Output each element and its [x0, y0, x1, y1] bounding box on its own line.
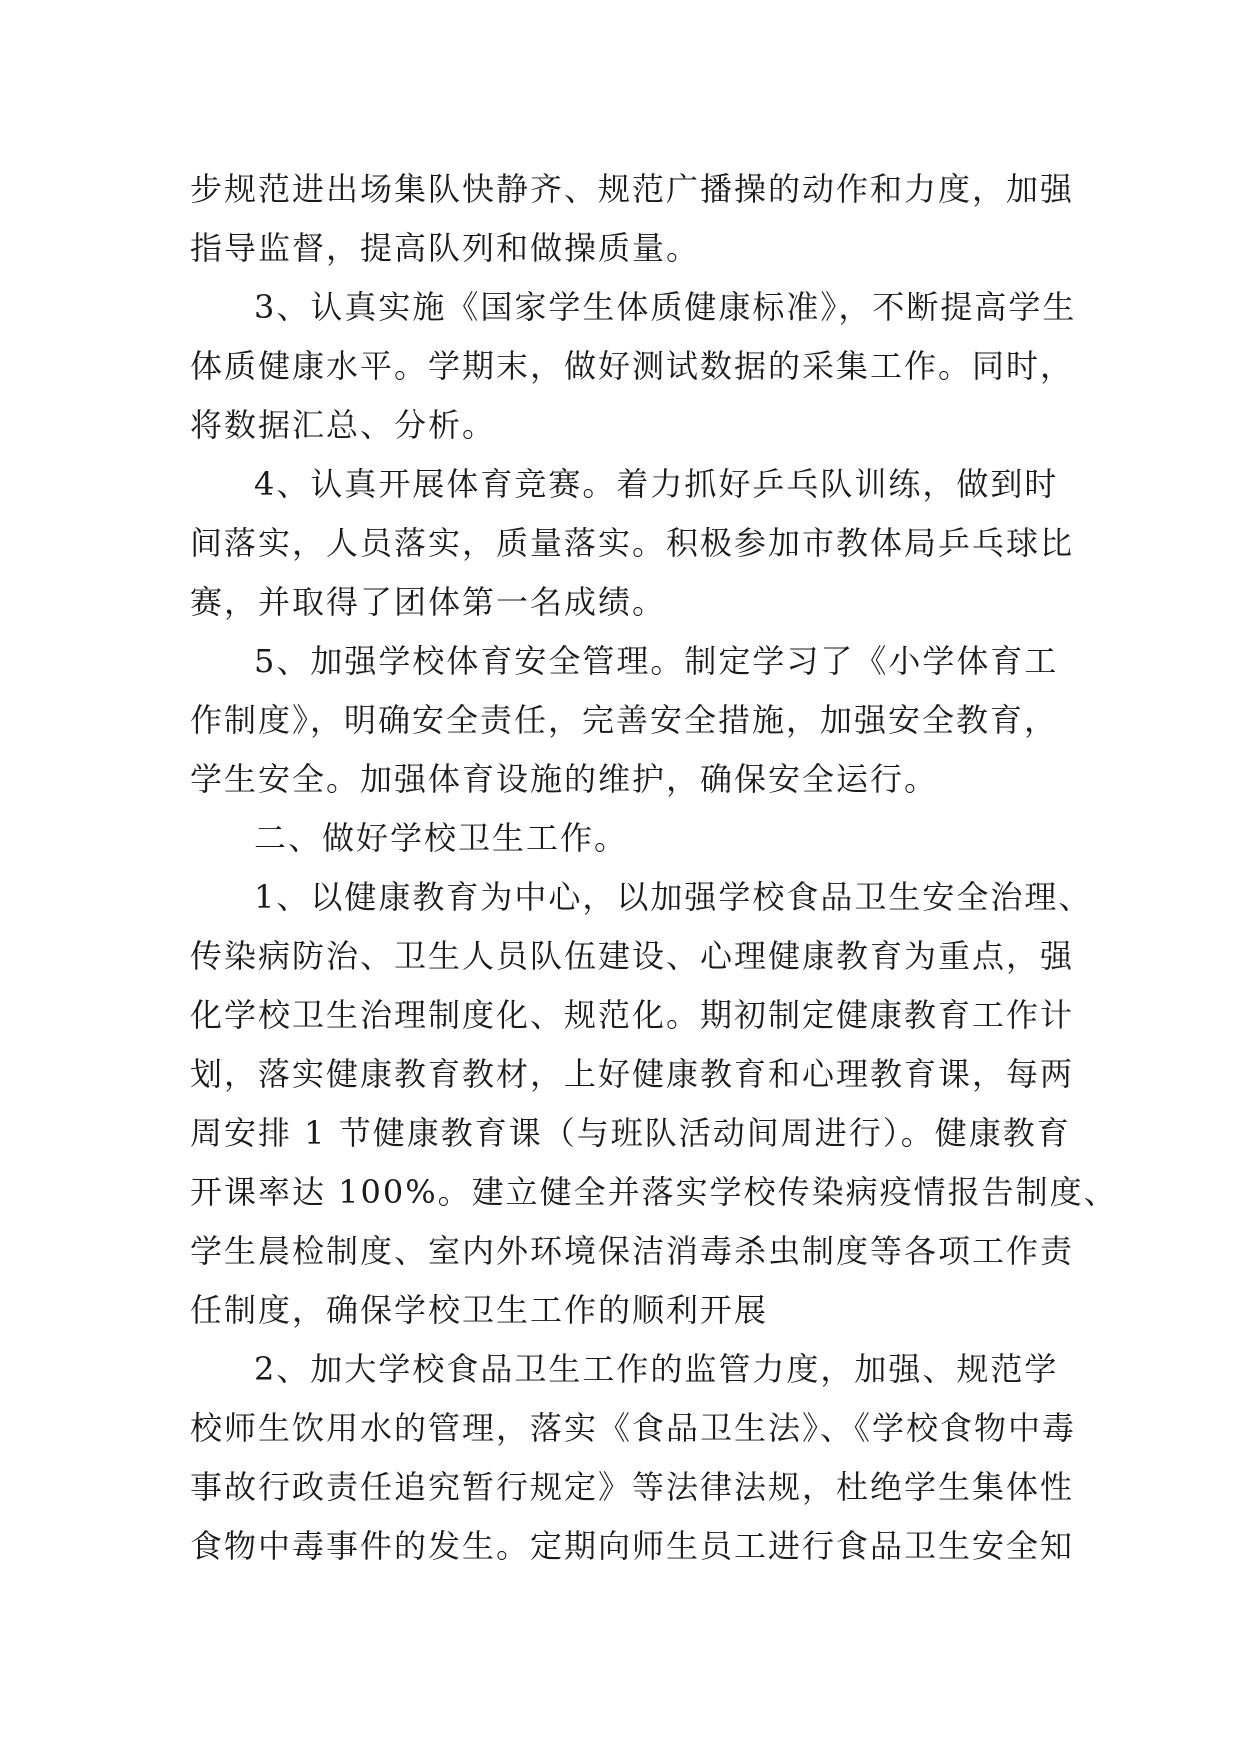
text-line: 间落实，人员落实，质量落实。积极参加市教体局乒乓球比 [190, 524, 1075, 562]
section-heading: 二、做好学校卫生工作。 [254, 819, 629, 857]
text-line: 体质健康水平。学期末，做好测试数据的采集工作。同时， [190, 347, 1075, 385]
text-line: 学生安全。加强体育设施的维护，确保安全运行。 [190, 760, 939, 798]
text-line: 2、加大学校食品卫生工作的监管力度，加强、规范学 [254, 1350, 1059, 1388]
text-line: 事故行政责任追究暂行规定》等法律法规，杜绝学生集体性 [190, 1468, 1075, 1506]
text-line: 步规范进出场集队快静齐、规范广播操的动作和力度，加强 [190, 170, 1075, 208]
text-line: 1、以健康教育为中心，以加强学校食品卫生安全治理、 [254, 878, 1093, 916]
text-line: 传染病防治、卫生人员队伍建设、心理健康教育为重点，强 [190, 937, 1075, 975]
text-line: 将数据汇总、分析。 [190, 406, 497, 444]
text-line: 赛，并取得了团体第一名成绩。 [190, 583, 667, 621]
text-line: 4、认真开展体育竞赛。着力抓好乒乓队训练，做到时 [254, 465, 1059, 503]
text-line: 指导监督，提高队列和做操质量。 [190, 229, 701, 267]
text-line: 3、认真实施《国家学生体质健康标准》，不断提高学生 [254, 288, 1077, 326]
text-line: 周安排 1 节健康教育课（与班队活动间周进行）。健康教育 [190, 1114, 1071, 1152]
text-line: 学生晨检制度、室内外环境保洁消毒杀虫制度等各项工作责 [190, 1232, 1075, 1270]
text-line: 5、加强学校体育安全管理。制定学习了《小学体育工 [254, 642, 1059, 680]
text-line: 开课率达 100%。建立健全并落实学校传染病疫情报告制度、 [190, 1173, 1118, 1211]
text-line: 食物中毒事件的发生。定期向师生员工进行食品卫生安全知 [190, 1527, 1075, 1565]
text-line: 化学校卫生治理制度化、规范化。期初制定健康教育工作计 [190, 996, 1075, 1034]
text-line: 任制度，确保学校卫生工作的顺利开展 [190, 1291, 769, 1329]
text-line: 划，落实健康教育教材，上好健康教育和心理教育课，每两 [190, 1055, 1075, 1093]
text-line: 校师生饮用水的管理，落实《食品卫生法》、《学校食物中毒 [190, 1409, 1077, 1447]
text-line: 作制度》，明确安全责任，完善安全措施，加强安全教育， [190, 701, 1059, 739]
document-body [190, 160, 1118, 1576]
